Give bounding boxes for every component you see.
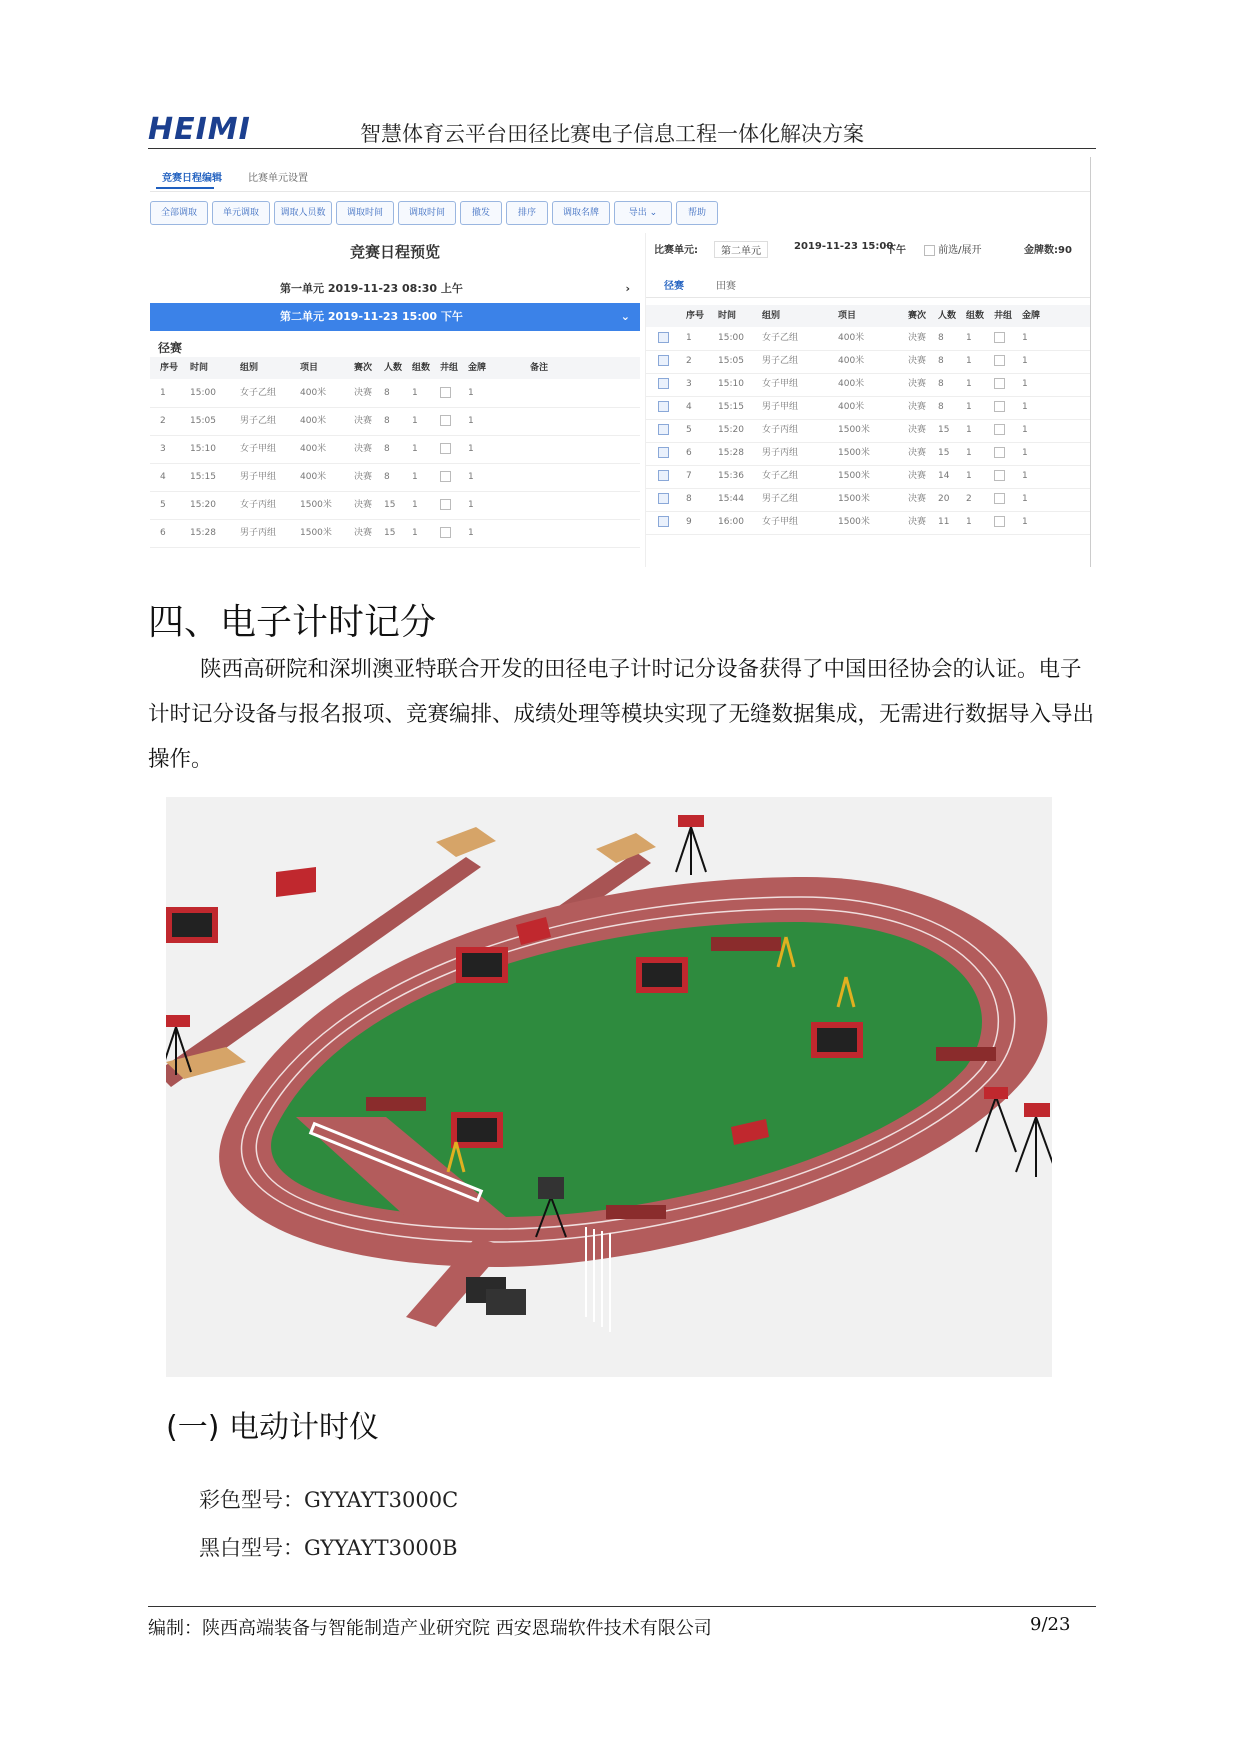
section-label-track: 径赛 bbox=[158, 341, 183, 355]
lane-checkbox[interactable] bbox=[440, 519, 451, 547]
table-cell: 5 bbox=[686, 425, 692, 435]
tab-track[interactable]: 径赛 bbox=[664, 281, 684, 292]
table-cell: 15:28 bbox=[190, 528, 216, 538]
row-select-checkbox[interactable] bbox=[658, 488, 669, 511]
toolbar-button[interactable]: 单元调取 bbox=[212, 201, 270, 225]
lane-checkbox[interactable] bbox=[440, 491, 451, 519]
col-header: 序号 bbox=[160, 363, 179, 373]
row-select-checkbox[interactable] bbox=[658, 442, 669, 465]
table-cell: 400米 bbox=[300, 444, 327, 454]
table-cell: 20 bbox=[938, 494, 950, 504]
checkbox-icon bbox=[994, 378, 1005, 389]
table-row[interactable] bbox=[646, 327, 1091, 351]
table-row[interactable] bbox=[646, 465, 1091, 489]
checkbox-icon bbox=[994, 447, 1005, 458]
table-cell: 8 bbox=[384, 444, 390, 454]
col-header: 组别 bbox=[762, 311, 781, 321]
subsection-heading: (一) 电动计时仪 bbox=[166, 1410, 379, 1445]
table-cell: 1 bbox=[1022, 333, 1028, 343]
table-cell: 决赛 bbox=[354, 500, 373, 510]
table-cell: 男子乙组 bbox=[762, 356, 799, 366]
table-cell: 8 bbox=[938, 379, 944, 389]
col-header: 赛次 bbox=[908, 311, 927, 321]
table-cell: 4 bbox=[686, 402, 692, 412]
table-cell: 1500米 bbox=[300, 528, 332, 538]
table-cell: 1 bbox=[966, 517, 972, 527]
table-cell: 1 bbox=[412, 416, 418, 426]
table-cell: 1 bbox=[1022, 425, 1028, 435]
table-cell: 5 bbox=[160, 500, 166, 510]
lane-checkbox[interactable] bbox=[994, 511, 1005, 534]
checkbox-icon bbox=[994, 470, 1005, 481]
table-cell: 3 bbox=[686, 379, 692, 389]
table-cell: 15:00 bbox=[190, 388, 216, 398]
table-row[interactable] bbox=[646, 373, 1091, 397]
row-select-checkbox[interactable] bbox=[658, 465, 669, 488]
row-select-checkbox[interactable] bbox=[658, 327, 669, 350]
checkbox-icon bbox=[440, 415, 451, 426]
table-cell: 400米 bbox=[838, 379, 865, 389]
checkbox-icon bbox=[994, 332, 1005, 343]
table-cell: 决赛 bbox=[908, 333, 927, 343]
table-cell: 决赛 bbox=[908, 425, 927, 435]
table-cell: 1 bbox=[1022, 517, 1028, 527]
export-dropdown[interactable] bbox=[614, 201, 672, 225]
checkbox-icon bbox=[994, 516, 1005, 527]
table-cell: 1 bbox=[966, 379, 972, 389]
stadium-illustration bbox=[166, 797, 1052, 1377]
table-cell: 1 bbox=[966, 425, 972, 435]
unit-text: 第二单元 2019-11-23 15:00 下午 bbox=[280, 310, 463, 323]
checkbox-icon bbox=[440, 527, 451, 538]
table-cell: 1500米 bbox=[838, 494, 870, 504]
table-cell: 400米 bbox=[838, 333, 865, 343]
footer-rule bbox=[148, 1606, 1096, 1607]
table-cell: 1 bbox=[966, 333, 972, 343]
unit-row-selected[interactable] bbox=[150, 303, 640, 331]
table-cell: 女子乙组 bbox=[762, 471, 799, 481]
row-select-checkbox[interactable] bbox=[658, 511, 669, 534]
col-header: 赛次 bbox=[354, 363, 373, 373]
table-cell: 1 bbox=[412, 388, 418, 398]
col-header: 组别 bbox=[240, 363, 259, 373]
toolbar-button[interactable]: 调取时间 bbox=[398, 201, 456, 225]
table-cell: 15:44 bbox=[718, 494, 744, 504]
table-row[interactable] bbox=[646, 511, 1091, 535]
table-cell: 8 bbox=[384, 472, 390, 482]
checkbox-icon bbox=[440, 387, 451, 398]
table-cell: 2 bbox=[966, 494, 972, 504]
lane-checkbox[interactable] bbox=[440, 379, 451, 407]
table-cell: 15:15 bbox=[718, 402, 744, 412]
table-cell: 1 bbox=[468, 416, 474, 426]
unit-text: 第一单元 2019-11-23 08:30 上午 bbox=[280, 282, 463, 295]
table-row[interactable] bbox=[150, 379, 640, 408]
checkbox-checked-icon bbox=[658, 401, 669, 412]
schedule-preview-panel bbox=[150, 233, 640, 567]
table-cell: 1 bbox=[966, 356, 972, 366]
table-row[interactable] bbox=[646, 396, 1091, 420]
table-cell: 男子乙组 bbox=[240, 416, 277, 426]
table-cell: 15 bbox=[384, 500, 396, 510]
table-cell: 4 bbox=[160, 472, 166, 482]
table-row[interactable] bbox=[646, 442, 1091, 466]
table-cell: 1500米 bbox=[838, 517, 870, 527]
table-cell: 6 bbox=[686, 448, 692, 458]
lane-checkbox[interactable] bbox=[994, 442, 1005, 465]
table-cell: 决赛 bbox=[354, 528, 373, 538]
body-paragraph: 陕西高研院和深圳澳亚特联合开发的田径电子计时记分设备获得了中国田径协会的认证。电子计时记分设备与报名报项、竞赛编排、成绩处理等模块实现了无缝数据集成，无需进行数据导入导出操作。 bbox=[148, 657, 1095, 772]
col-header: 金牌 bbox=[468, 363, 487, 373]
table-cell: 男子丙组 bbox=[240, 528, 277, 538]
unit-select[interactable]: 第二单元 bbox=[714, 241, 768, 258]
chevron-down-icon: ⌄ bbox=[649, 208, 658, 218]
table-cell: 15 bbox=[938, 425, 950, 435]
table-cell: 1500米 bbox=[838, 448, 870, 458]
col-header: 井组 bbox=[994, 311, 1013, 321]
table-cell: 男子甲组 bbox=[240, 472, 277, 482]
table-cell: 男子甲组 bbox=[762, 402, 799, 412]
table-row[interactable] bbox=[646, 488, 1091, 512]
model-color: 彩色型号：GYYAYT3000C bbox=[199, 1488, 459, 1512]
lane-checkbox[interactable] bbox=[994, 373, 1005, 396]
table-cell: 15:05 bbox=[718, 356, 744, 366]
table-row[interactable] bbox=[150, 435, 640, 464]
table-cell: 400米 bbox=[838, 356, 865, 366]
help-button[interactable]: 帮助 bbox=[676, 201, 718, 225]
left-table-header bbox=[150, 357, 640, 379]
control-cases bbox=[466, 1277, 526, 1315]
lane-checkbox[interactable] bbox=[994, 419, 1005, 442]
toggle-label: 前选/展开 bbox=[938, 245, 982, 256]
table-cell: 1500米 bbox=[838, 471, 870, 481]
toolbar-button[interactable]: 排序 bbox=[506, 201, 548, 225]
gold-count: 金牌数:90 bbox=[1024, 245, 1072, 256]
chevron-down-icon: ⌄ bbox=[620, 310, 630, 323]
table-cell: 8 bbox=[384, 416, 390, 426]
checkbox-icon bbox=[440, 471, 451, 482]
lane-checkbox[interactable] bbox=[440, 407, 451, 435]
table-cell: 15:36 bbox=[718, 471, 744, 481]
table-cell: 1 bbox=[412, 500, 418, 510]
checkbox-icon bbox=[994, 355, 1005, 366]
table-cell: 决赛 bbox=[354, 472, 373, 482]
lane-checkbox[interactable] bbox=[440, 435, 451, 463]
lane-checkbox[interactable] bbox=[994, 350, 1005, 373]
checkbox-icon bbox=[924, 245, 935, 256]
toolbar-button[interactable]: 调取名牌 bbox=[552, 201, 610, 225]
col-header: 序号 bbox=[686, 311, 705, 321]
lane-checkbox[interactable] bbox=[994, 465, 1005, 488]
table-cell: 女子丙组 bbox=[240, 500, 277, 510]
table-cell: 1 bbox=[686, 333, 692, 343]
toggle-checkbox[interactable] bbox=[924, 241, 982, 256]
lane-checkbox[interactable] bbox=[440, 463, 451, 491]
checkbox-checked-icon bbox=[658, 447, 669, 458]
preview-title: 竞赛日程预览 bbox=[349, 243, 440, 261]
table-cell: 女子乙组 bbox=[240, 388, 277, 398]
page-number: 9/23 bbox=[1030, 1614, 1071, 1635]
toolbar-button[interactable]: 调取人员数 bbox=[274, 201, 332, 225]
active-tab-indicator bbox=[156, 187, 214, 189]
table-cell: 1 bbox=[412, 528, 418, 538]
table-cell: 决赛 bbox=[354, 388, 373, 398]
table-cell: 1 bbox=[1022, 402, 1028, 412]
table-cell: 8 bbox=[686, 494, 692, 504]
export-label: 导出 bbox=[628, 208, 647, 218]
table-cell: 16:00 bbox=[718, 517, 744, 527]
table-cell: 1 bbox=[966, 471, 972, 481]
col-header: 井组 bbox=[440, 363, 459, 373]
table-cell: 女子丙组 bbox=[762, 425, 799, 435]
lane-checkbox[interactable] bbox=[994, 488, 1005, 511]
table-cell: 决赛 bbox=[354, 444, 373, 454]
table-row[interactable] bbox=[150, 463, 640, 492]
table-cell: 400米 bbox=[838, 402, 865, 412]
lane-checkbox[interactable] bbox=[994, 327, 1005, 350]
col-header: 人数 bbox=[384, 363, 403, 373]
section-heading: 四、电子计时记分 bbox=[148, 602, 437, 643]
table-cell: 400米 bbox=[300, 472, 327, 482]
table-cell: 2 bbox=[686, 356, 692, 366]
table-cell: 1 bbox=[468, 388, 474, 398]
table-cell: 15:10 bbox=[190, 444, 216, 454]
table-cell: 2 bbox=[160, 416, 166, 426]
tab-schedule-edit[interactable]: 竞赛日程编辑 bbox=[162, 173, 222, 184]
table-cell: 1500米 bbox=[300, 500, 332, 510]
table-cell: 1 bbox=[468, 472, 474, 482]
toolbar-button[interactable]: 全部调取 bbox=[150, 201, 208, 225]
checkbox-checked-icon bbox=[658, 470, 669, 481]
table-row[interactable] bbox=[150, 491, 640, 520]
col-header: 项目 bbox=[838, 311, 857, 321]
lane-checkbox[interactable] bbox=[994, 396, 1005, 419]
unit-datetime: 2019-11-23 15:00 bbox=[794, 241, 894, 252]
table-cell: 决赛 bbox=[908, 471, 927, 481]
table-cell: 1 bbox=[412, 444, 418, 454]
table-cell: 15 bbox=[384, 528, 396, 538]
table-cell: 女子甲组 bbox=[762, 517, 799, 527]
footer-organization: 编制：陕西高端装备与智能制造产业研究院 西安恩瑞软件技术有限公司 bbox=[148, 1618, 712, 1639]
table-cell: 男子乙组 bbox=[762, 494, 799, 504]
row-select-checkbox[interactable] bbox=[658, 350, 669, 373]
unit-label: 比赛单元: bbox=[654, 245, 698, 256]
table-cell: 400米 bbox=[300, 416, 327, 426]
table-row[interactable] bbox=[646, 419, 1091, 443]
table-cell: 1 bbox=[966, 448, 972, 458]
col-header: 组数 bbox=[412, 363, 431, 373]
stadium-timing-diagram bbox=[166, 797, 1052, 1377]
app-toolbar bbox=[150, 201, 1090, 227]
table-cell: 女子乙组 bbox=[762, 333, 799, 343]
checkbox-icon bbox=[440, 499, 451, 510]
checkbox-checked-icon bbox=[658, 516, 669, 527]
row-select-checkbox[interactable] bbox=[658, 373, 669, 396]
checkbox-checked-icon bbox=[658, 378, 669, 389]
table-cell: 8 bbox=[938, 356, 944, 366]
table-cell: 女子甲组 bbox=[762, 379, 799, 389]
row-select-checkbox[interactable] bbox=[658, 419, 669, 442]
table-row[interactable] bbox=[646, 350, 1091, 374]
col-header: 人数 bbox=[938, 311, 957, 321]
app-tab-bar bbox=[150, 157, 1090, 192]
unit-row[interactable] bbox=[150, 275, 640, 303]
table-cell: 决赛 bbox=[354, 416, 373, 426]
table-cell: 15:28 bbox=[718, 448, 744, 458]
table-cell: 1 bbox=[468, 500, 474, 510]
table-cell: 6 bbox=[160, 528, 166, 538]
unit-summary-bar bbox=[646, 241, 1091, 261]
checkbox-checked-icon bbox=[658, 493, 669, 504]
toolbar-button[interactable]: 调取时间 bbox=[336, 201, 394, 225]
table-cell: 1 bbox=[1022, 448, 1028, 458]
col-header: 备注 bbox=[530, 363, 549, 373]
row-select-checkbox[interactable] bbox=[658, 396, 669, 419]
col-header: 金牌 bbox=[1022, 311, 1041, 321]
table-cell: 决赛 bbox=[908, 379, 927, 389]
table-cell: 8 bbox=[384, 388, 390, 398]
table-cell: 1 bbox=[468, 528, 474, 538]
table-cell: 决赛 bbox=[908, 448, 927, 458]
col-header: 项目 bbox=[300, 363, 319, 373]
header-rule bbox=[148, 148, 1096, 149]
table-cell: 决赛 bbox=[908, 517, 927, 527]
table-cell: 男子丙组 bbox=[762, 448, 799, 458]
table-cell: 1 bbox=[468, 444, 474, 454]
table-cell: 女子甲组 bbox=[240, 444, 277, 454]
checkbox-icon bbox=[994, 424, 1005, 435]
table-cell: 9 bbox=[686, 517, 692, 527]
table-cell: 15:20 bbox=[718, 425, 744, 435]
company-logo: HEIMI bbox=[148, 112, 251, 147]
tab-unit-settings[interactable]: 比赛单元设置 bbox=[248, 173, 308, 184]
table-cell: 1 bbox=[412, 472, 418, 482]
checkbox-icon bbox=[994, 493, 1005, 504]
table-cell: 15:10 bbox=[718, 379, 744, 389]
table-cell: 1 bbox=[966, 402, 972, 412]
col-header: 时间 bbox=[190, 363, 209, 373]
table-cell: 14 bbox=[938, 471, 950, 481]
chevron-right-icon: › bbox=[625, 282, 630, 295]
table-cell: 15:05 bbox=[190, 416, 216, 426]
checkbox-icon bbox=[994, 401, 1005, 412]
model-bw: 黑白型号：GYYAYT3000B bbox=[199, 1536, 458, 1560]
table-cell: 1 bbox=[1022, 379, 1028, 389]
checkbox-checked-icon bbox=[658, 355, 669, 366]
table-cell: 决赛 bbox=[908, 402, 927, 412]
checkbox-checked-icon bbox=[658, 424, 669, 435]
table-cell: 1 bbox=[1022, 471, 1028, 481]
table-cell: 1 bbox=[160, 388, 166, 398]
checkbox-checked-icon bbox=[658, 332, 669, 343]
right-table-header bbox=[646, 305, 1091, 327]
table-cell: 8 bbox=[938, 333, 944, 343]
table-cell: 决赛 bbox=[908, 494, 927, 504]
table-cell: 8 bbox=[938, 402, 944, 412]
document-title: 智慧体育云平台田径比赛电子信息工程一体化解决方案 bbox=[360, 122, 864, 146]
table-row[interactable] bbox=[150, 407, 640, 436]
table-cell: 15:00 bbox=[718, 333, 744, 343]
table-cell: 3 bbox=[160, 444, 166, 454]
table-cell: 1500米 bbox=[838, 425, 870, 435]
table-cell: 400米 bbox=[300, 388, 327, 398]
col-header: 时间 bbox=[718, 311, 737, 321]
table-cell: 1 bbox=[1022, 494, 1028, 504]
table-cell: 7 bbox=[686, 471, 692, 481]
event-type-tabs bbox=[646, 271, 1091, 298]
unit-detail-panel bbox=[645, 233, 1091, 567]
tab-field[interactable]: 田赛 bbox=[716, 281, 736, 292]
table-cell: 1 bbox=[1022, 356, 1028, 366]
table-row[interactable] bbox=[150, 519, 640, 548]
toolbar-button[interactable]: 撤发 bbox=[460, 201, 502, 225]
col-header: 组数 bbox=[966, 311, 985, 321]
table-cell: 15 bbox=[938, 448, 950, 458]
checkbox-icon bbox=[440, 443, 451, 454]
table-cell: 15:15 bbox=[190, 472, 216, 482]
table-cell: 15:20 bbox=[190, 500, 216, 510]
schedule-app-screenshot bbox=[150, 157, 1091, 567]
unit-period: 下午 bbox=[886, 245, 906, 256]
table-cell: 决赛 bbox=[908, 356, 927, 366]
table-cell: 11 bbox=[938, 517, 950, 527]
